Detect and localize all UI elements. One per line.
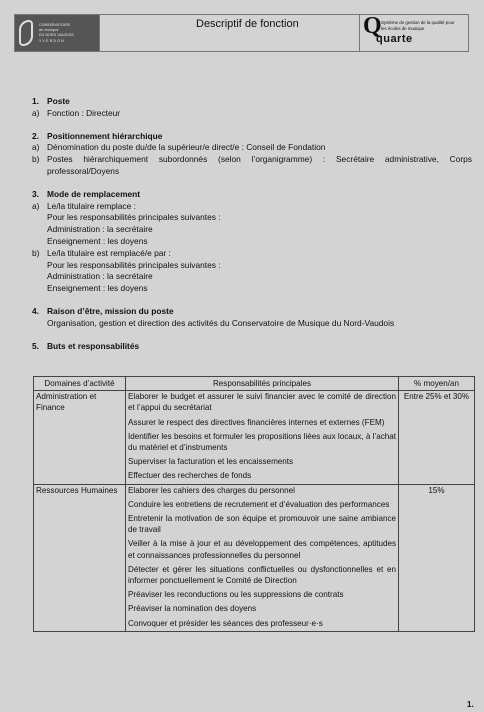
item-text: Dénomination du poste du/de la supérieur/e direct/e : Conseil de Fondation xyxy=(47,142,326,153)
logo-text-line: CONSERVATOIRE xyxy=(39,23,71,27)
section-title: Buts et responsabilités xyxy=(47,340,140,351)
quarte-logo-word: quarte xyxy=(376,33,413,45)
item-label: b) xyxy=(32,154,40,165)
conservatoire-logo-mark xyxy=(19,20,33,46)
item-content xyxy=(47,142,472,154)
responsibility-item: Elaborer les cahiers des charges du personnel xyxy=(128,485,295,495)
percentage-cell: 15% xyxy=(399,484,475,631)
section-number: 4. xyxy=(32,305,39,316)
item-text: Postes hiérarchiquement subordonnés (selon l’organigramme) : Secrétaire administrative, Corps professoral/Doyens xyxy=(47,154,472,176)
document-body xyxy=(32,96,472,363)
item-subline: Administration : la secrétaire xyxy=(47,224,153,235)
conservatoire-logo-text xyxy=(39,23,74,43)
page-number: 1. xyxy=(467,700,474,709)
section-heading xyxy=(32,306,472,318)
section-heading xyxy=(32,131,472,143)
item-content xyxy=(47,201,472,248)
item-text: Le/la titulaire est remplacé/e par : xyxy=(47,247,171,258)
section xyxy=(32,131,472,178)
section-title: Positionnement hiérarchique xyxy=(47,130,163,141)
item-subline: Administration : la secrétaire xyxy=(47,271,153,282)
section xyxy=(32,189,472,295)
domain-cell: Ressources Humaines xyxy=(34,484,126,631)
responsibility-item: Convoquer et présider les séances des professeur·e·s xyxy=(128,618,323,628)
table-header-row xyxy=(34,377,475,391)
document-title: Descriptif de fonction xyxy=(100,15,360,51)
responsibility-item: Veiller à la mise à jour et au développement des compétences, aptitudes et connaissances professionnelles du personnel xyxy=(128,539,396,560)
responsibility-item: Conduire les entretiens de recrutement et d’évaluation des performances xyxy=(128,499,390,509)
section-heading xyxy=(32,341,472,353)
column-header: Domaines d’activité xyxy=(34,377,126,391)
responsibility-item: Détecter et gérer les situations conflictuelles ou dysfonctionnelles et en informer ponctuellement le Comité de Direction xyxy=(128,564,396,586)
conservatoire-logo xyxy=(15,15,100,51)
quarte-logo xyxy=(360,15,468,51)
item-label: a) xyxy=(32,142,40,153)
item-content xyxy=(47,154,472,178)
section-number: 2. xyxy=(32,130,39,141)
section-item xyxy=(32,108,472,120)
responsibilities-table xyxy=(33,376,475,632)
responsibility-item: Identifier les besoins et formuler les propositions liées aux locaux, à l’achat du matériel et d’instruments xyxy=(128,431,396,453)
responsibility-item: Elaborer le budget et assurer le suivi financier avec le comité de direction et l’appui du secrétariat xyxy=(128,392,396,413)
section-number: 1. xyxy=(32,96,39,106)
item-subline: Enseignement : les doyens xyxy=(47,235,148,246)
responsibility-item: Préaviser les reconductions ou les suppressions de contrats xyxy=(128,590,344,600)
item-content xyxy=(47,108,472,120)
responsibility-item: Assurer le respect des directives financières internes et externes (FEM) xyxy=(128,417,385,427)
quarte-logo-letter: Q xyxy=(363,13,382,39)
section xyxy=(32,96,472,120)
section-heading xyxy=(32,189,472,201)
item-label: b) xyxy=(32,247,40,258)
document-header xyxy=(14,14,469,52)
domain-cell: Administration et Finance xyxy=(34,391,126,484)
item-label: a) xyxy=(32,107,40,118)
section-text: Organisation, gestion et direction des activités du Conservatoire de Musique du Nord-Vaudois xyxy=(47,317,395,328)
table-row xyxy=(34,484,475,631)
item-text: Le/la titulaire remplace : xyxy=(47,200,136,211)
logo-text-line: DU NORD VAUDOIS xyxy=(39,33,74,37)
column-header: % moyen/an xyxy=(399,377,475,391)
section-item xyxy=(32,248,472,295)
responsibilities-cell xyxy=(126,391,399,484)
percentage-cell: Entre 25% et 30% xyxy=(399,391,475,484)
responsibilities-cell xyxy=(126,484,399,631)
section xyxy=(32,306,472,330)
section-title: Poste xyxy=(47,96,70,106)
responsibility-item: Entretenir la motivation de son équipe et promouvoir une saine ambiance de travail xyxy=(128,514,396,535)
table-row xyxy=(34,391,475,484)
section-number: 5. xyxy=(32,340,39,351)
column-header: Responsabilités principales xyxy=(126,377,399,391)
item-label: a) xyxy=(32,200,40,211)
section-number: 3. xyxy=(32,188,39,199)
quarte-logo-tagline: Système de gestion de la qualité pour les écoles de musique xyxy=(381,20,455,31)
item-subline: Enseignement : les doyens xyxy=(47,283,148,294)
section-item xyxy=(32,201,472,248)
section xyxy=(32,341,472,353)
section-title: Mode de remplacement xyxy=(47,188,141,199)
responsibility-item: Préaviser la nomination des doyens xyxy=(128,604,257,614)
item-content xyxy=(47,248,472,295)
item-text: Fonction : Directeur xyxy=(47,107,121,118)
logo-text-line: Y V E R D O N xyxy=(39,39,64,43)
responsibility-item: Effectuer des recherches de fonds xyxy=(128,471,252,481)
logo-text-line: de musique xyxy=(39,28,59,32)
item-subline: Pour les responsabilités principales suivantes : xyxy=(47,259,221,270)
section-heading xyxy=(32,96,472,108)
item-subline: Pour les responsabilités principales suivantes : xyxy=(47,212,221,223)
responsibility-item: Superviser la facturation et les encaissements xyxy=(128,457,294,467)
section-title: Raison d’être, mission du poste xyxy=(47,305,174,316)
section-item xyxy=(32,154,472,178)
section-item xyxy=(32,142,472,154)
